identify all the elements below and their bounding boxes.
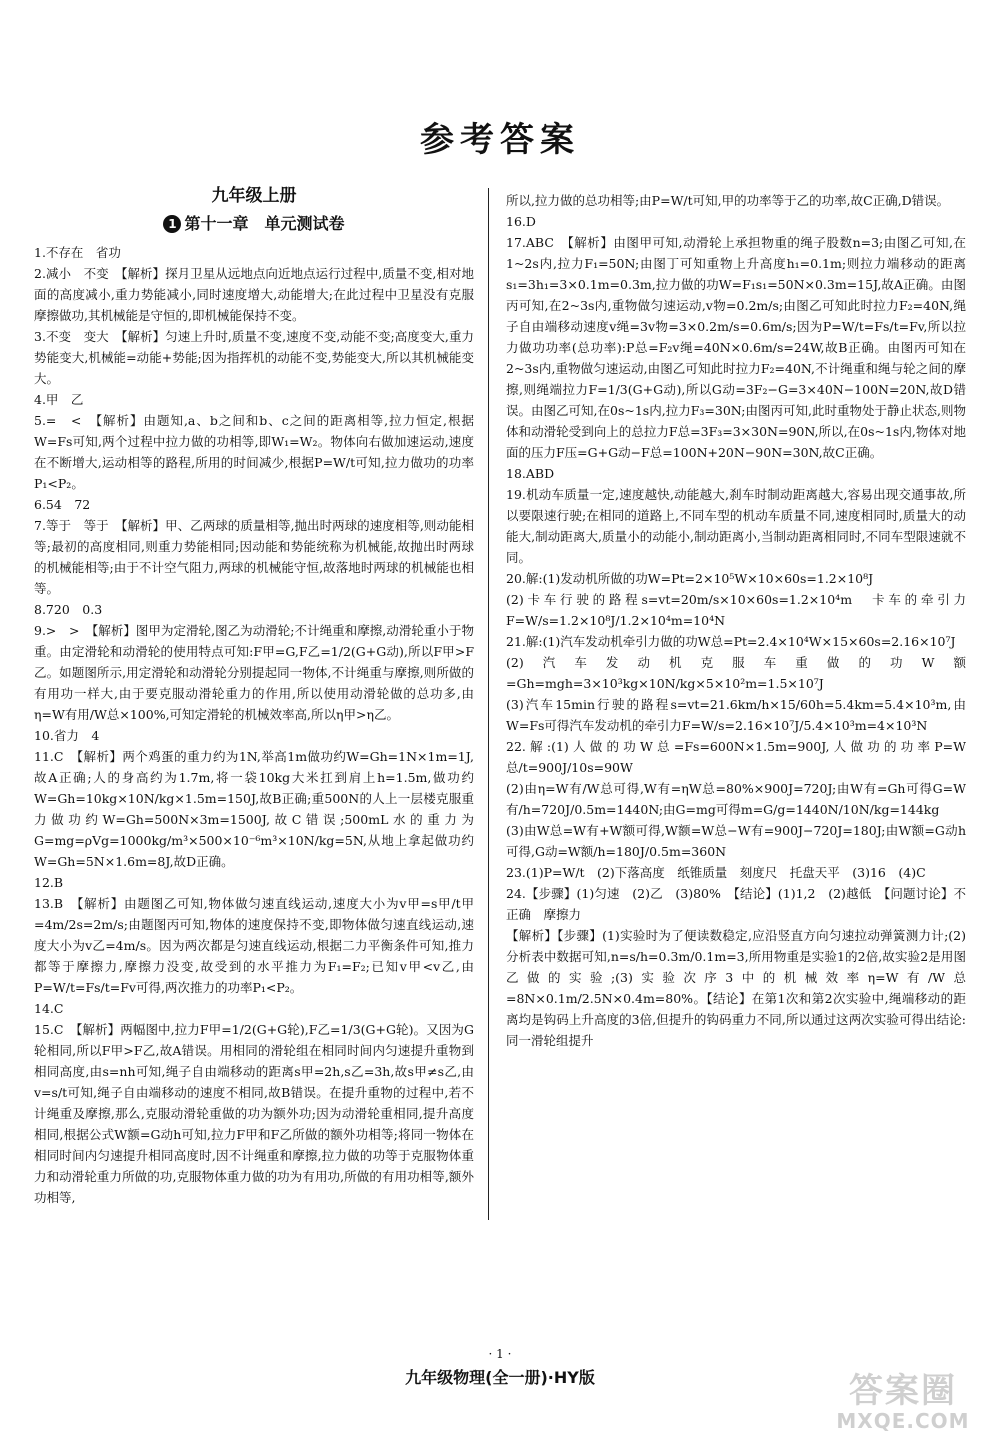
- watermark-logo: [828, 1372, 978, 1438]
- answer-item: 20.解:(1)发动机所做的功W=Pt=2×10⁵W×10×60s=1.2×10⁸J: [506, 571, 874, 586]
- answer-item: 14.C: [34, 1001, 64, 1016]
- answer-item: 16.D: [506, 214, 536, 229]
- answer-item: 22.解:(1)人做的功W总=Fs=600N×1.5m=900J,人做功的功率P=W总/t=900J/10s=90W: [506, 739, 966, 775]
- answer-item: 1.不存在 省功: [34, 245, 121, 260]
- answer-item: (2)汽车发动机克服车重做的功W额=Gh=mgh=3×10³kg×10N/kg×5×10²m=1.5×10⁷J: [506, 655, 966, 691]
- left-column: [34, 182, 474, 1208]
- answer-item: 3.不变 变大 【解析】匀速上升时,质量不变,速度不变,动能不变;高度变大,重力势能变大,机械能=动能+势能;因为指挥机的动能不变,势能变大,所以其机械能变大。: [34, 329, 474, 386]
- watermark-text: 答案圈: [849, 1371, 957, 1411]
- chapter-number-badge: 1: [163, 215, 181, 233]
- answer-item: 18.ABD: [506, 466, 555, 481]
- answer-item: 12.B: [34, 875, 64, 890]
- answer-item: 11.C 【解析】两个鸡蛋的重力约为1N,举高1m做功约W=Gh=1N×1m=1J,故A正确;人的身高约为1.7m,将一袋10kg大米扛到肩上h=1.5m,做功约W=Gh=10kg×10N/kg×1.5m=150J,故B正确;重500N的人上一层楼克服重力做功约W=Gh=500N×3m=1500J,故C错误;500mL水的重力为G=mg=ρVg=1000kg/m³×500×10⁻⁶m³×10N/kg=5N,从地上拿起做功约W=Gh=5N×1.6m=8J,故D正确。: [34, 749, 474, 869]
- grade-title: 九年级上册: [211, 186, 297, 206]
- answer-item: (2)由η=W有/W总可得,W有=ηW总=80%×900J=720J;由W有=Gh可得G=W有/h=720J/0.5m=1440N;由G=mg可得m=G/g=1440N/10N/kg=144kg: [506, 781, 966, 817]
- column-divider: [488, 188, 489, 1220]
- answer-item: 9.> > 【解析】图甲为定滑轮,图乙为动滑轮;不计绳重和摩擦,动滑轮重小于物重。由定滑轮和动滑轮的使用特点可知:F甲=G,F乙=1/2(G+G动),所以F甲>F乙。如题图所示,用定滑轮和动滑轮分别提起同一物体,不计绳重与摩擦,则所做的有用功一样大,由于要克服动滑轮重力的作用,所以使用动滑轮做的总功多,由η=W有用/W总×100%,可知定滑轮的机械效率高,所以η甲>η乙。: [34, 623, 474, 722]
- answer-item: 5.= < 【解析】由题知,a、b之间和b、c之间的距离相等,拉力恒定,根据W=Fs可知,两个过程中拉力做的功相等,即W₁=W₂。物体向右做加速运动,速度在不断增大,运动相等的路程,所用的时间减少,根据P=W/t可知,拉力做功的功率P₁<P₂。: [34, 413, 474, 491]
- answer-item: 7.等于 等于 【解析】甲、乙两球的质量相等,抛出时两球的速度相等,则动能相等;最初的高度相同,则重力势能相同;因动能和势能统称为机械能,故抛出时两球的机械能相等;由于不计空气阻力,两球的机械能守恒,故落地时两球的机械能也相等。: [34, 518, 474, 596]
- answer-item: 4.甲 乙: [34, 392, 84, 407]
- answer-item: 【解析】【步骤】(1)实验时为了便读数稳定,应沿竖直方向匀速拉动弹簧测力计;(2)分析表中数据可知,n=s/h=0.3m/0.1m=3,所用物重是实验1的2倍,故实验2是用图乙做的实验;(3)实验次序3中的机械效率η=W有/W总=8N×0.1m/2.5N×0.4m=80%。【结论】在第1次和第2次实验中,绳端移动的距离均是钩码上升高度的3倍,但提升的钩码重力不同,所以通过这两次实验可得出结论:同一滑轮组提升: [506, 928, 966, 1048]
- chapter-title: [34, 210, 474, 238]
- answer-item: 13.B 【解析】由题图乙可知,物体做匀速直线运动,速度大小为v甲=s甲/t甲=4m/2s=2m/s;由题图丙可知,物体的速度保持不变,即物体做匀速直线运动,速度大小为v乙=4m/s。因为两次都是匀速直线运动,根据二力平衡条件可知,推力都等于摩擦力,摩擦力没变,故受到的水平推力为F₁=F₂;已知v甲<v乙,由P=W/t=Fs/t=Fv可得,两次推力的功率P₁<P₂。: [34, 896, 474, 995]
- answer-item: 8.720 0.3: [34, 602, 103, 617]
- answer-item: 6.54 72: [34, 497, 91, 512]
- answer-item: 所以,拉力做的总功相等;由P=W/t可知,甲的功率等于乙的功率,故C正确,D错误。: [506, 193, 950, 208]
- right-column: [506, 190, 966, 1051]
- answer-item: 21.解:(1)汽车发动机牵引力做的功W总=Pt=2.4×10⁴W×15×60s=2.16×10⁷J: [506, 634, 956, 649]
- answer-item: (3)汽车15min行驶的路程s=vt=21.6km/h×15/60h=5.4km=5.4×10³m,由W=Fs可得汽车发动机的牵引力F=W/s=2.16×10⁷J/5.4×10³m=4×10³N: [506, 697, 966, 733]
- page-title: 参考答案: [420, 120, 580, 160]
- answer-item: 23.(1)P=W/t (2)下落高度 纸锥质量 刻度尺 托盘天平 (3)16 (4)C: [506, 865, 926, 880]
- answer-item: 2.减小 不变 【解析】探月卫星从远地点向近地点运行过程中,质量不变,相对地面的高度减小,重力势能减小,同时速度增大,动能增大;在此过程中卫星没有克服摩擦做功,其机械能是守恒的,即机械能保持不变。: [34, 266, 474, 323]
- watermark-url: MXQE.COM: [836, 1409, 970, 1433]
- answer-item: 24.【步骤】(1)匀速 (2)乙 (3)80% 【结论】(1)1,2 (2)越低 【问题讨论】不正确 摩擦力: [506, 886, 966, 922]
- answer-item: 19.机动车质量一定,速度越快,动能越大,刹车时制动距离越大,容易出现交通事故,所以要限速行驶;在相同的道路上,不同车型的机动车质量不同,速度相同时,质量大的动能大,制动距离大,质量小的动能小,制动距离小,当制动距离相同时,不同车型限速就不同。: [506, 487, 966, 565]
- answer-item: 15.C 【解析】两幅图中,拉力F甲=1/2(G+G轮),F乙=1/3(G+G轮)。又因为G轮相同,所以F甲>F乙,故A错误。用相同的滑轮组在相同时间内匀速提升重物到相同高度,由s=nh可知,绳子自由端移动的距离s甲=2h,s乙=3h,故s甲≠s乙,由v=s/t可知,绳子自由端移动的速度不相同,故B错误。在提升重物的过程中,若不计绳重及摩擦,那么,克服动滑轮重做的功为额外功;因为动滑轮重相同,提升高度相同,根据公式W额=G动h可知,拉力F甲和F乙所做的额外功相等;将同一物体在相同时间内匀速提升相同高度时,因不计绳重和摩擦,拉力做的功等于克服物体重力和动滑轮重力所做的功,克服物体重力做的功为有用功,所做的有用功相等,额外功相等,: [34, 1022, 474, 1205]
- book-title: 九年级物理(全一册)·HY版: [405, 1368, 595, 1387]
- chapter-title-text: 第十一章 单元测试卷: [184, 214, 345, 233]
- answer-item: 17.ABC 【解析】由图甲可知,动滑轮上承担物重的绳子股数n=3;由图乙可知,在1~2s内,拉力F₁=50N;由图丁可知重物上升高度h₁=0.1m;则拉力端移动的距离s₁=3h₁=3×0.1m=0.3m,拉力做的功W=F₁s₁=50N×0.3m=15J,故A正确。由图丙可知,在2~3s内,重物做匀速运动,v物=0.2m/s;由图乙可知此时拉力F₂=40N,绳子自由端移动速度v绳=3v物=3×0.2m/s=0.6m/s;因为P=W/t=Fs/t=Fv,所以拉力做功功率(总功率):P总=F₂v绳=40N×0.6m/s=24W,故B正确。由图丙可知在2~3s内,重物做匀速运动,由图乙可知此时拉力F₂=40N,不计绳重和绳与轮之间的摩擦,则绳端拉力F=1/3(G+G动),所以G动=3F₂−G=3×40N−100N=20N,故D错误。由图乙可知,在0s~1s内,拉力F₃=30N;由图丙可知,此时重物处于静止状态,则物体和动滑轮受到向上的总拉力F总=3F₃=3×30N=90N,所以,在0s~1s内,物体对地面的压力F压=G+G动−F总=100N+20N−90N=30N,故C正确。: [506, 235, 966, 460]
- page-number: · 1 ·: [488, 1347, 512, 1361]
- answer-item: (3)由W总=W有+W额可得,W额=W总−W有=900J−720J=180J;由W额=G动h可得,G动=W额/h=180J/0.5m=360N: [506, 823, 966, 859]
- answer-item: 10.省力 4: [34, 728, 100, 743]
- answer-item: (2)卡车行驶的路程s=vt=20m/s×10×60s=1.2×10⁴m 卡车的牵引力F=W/s=1.2×10⁸J/1.2×10⁴m=10⁴N: [506, 592, 966, 628]
